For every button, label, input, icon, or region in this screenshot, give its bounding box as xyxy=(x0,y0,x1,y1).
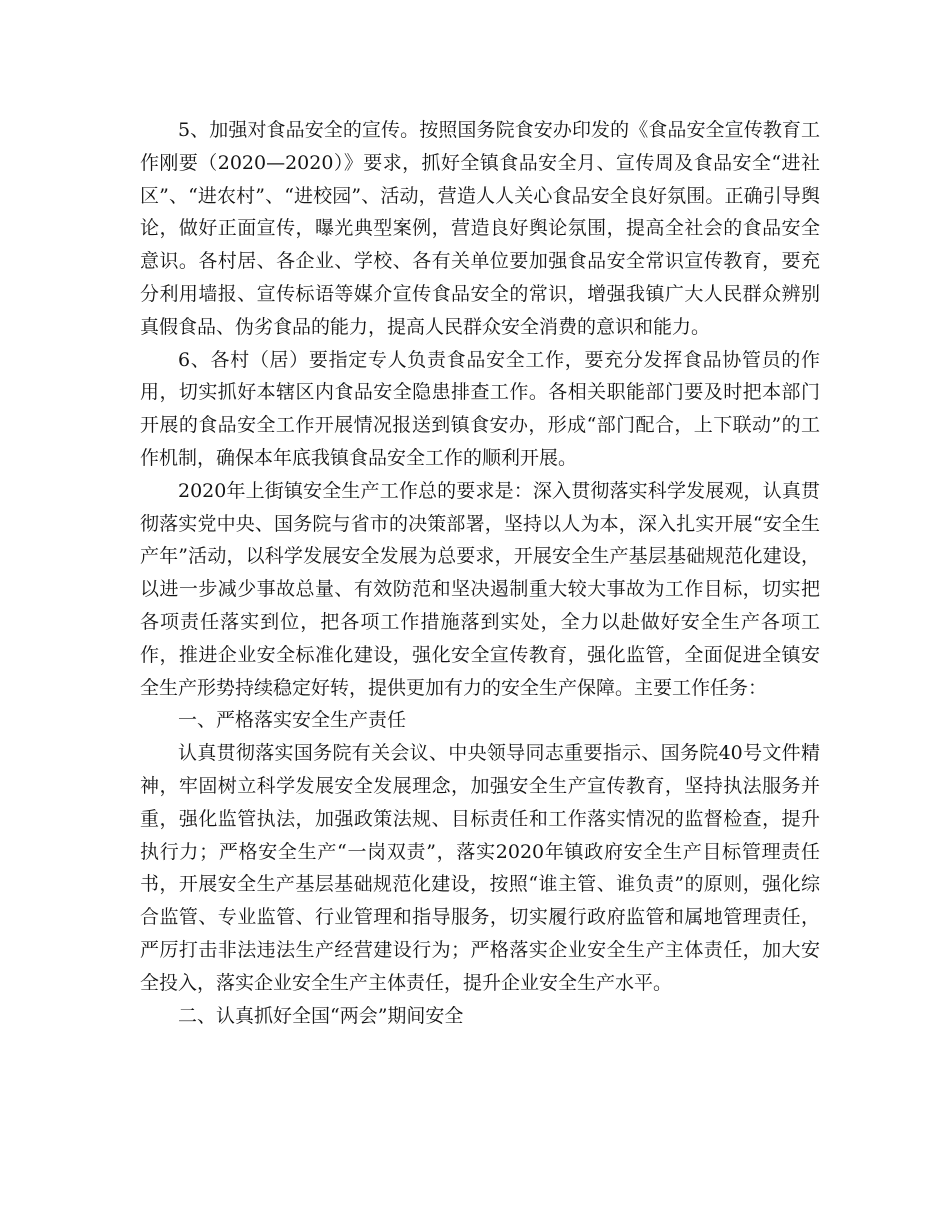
paragraph-food-safety-publicity: 5、加强对食品安全的宣传。按照国务院食安办印发的《食品安全宣传教育工作刚要（2020—2020）》要求，抓好全镇食品安全月、宣传周及食品安全“进社区”、“进农村”、“进校园”、活动，营造人人关心食品安全良好氛围。正确引导舆论，做好正面宣传，曝光典型案例，营造良好舆论氛围，提高全社会的食品安全意识。各村居、各企业、学校、各有关单位要加强食品安全常识宣传教育，要充分利用墙报、宣传标语等媒介宣传食品安全的常识，增强我镇广大人民群众辨别真假食品、伪劣食品的能力，提高人民群众安全消费的意识和能力。 xyxy=(140,119,820,338)
paragraph-responsibility-details: 认真贯彻落实国务院有关会议、中央领导同志重要指示、国务院40号文件精神，牢固树立科学发展安全发展理念，加强安全生产宣传教育，坚持执法服务并重，强化监管执法，加强政策法规、目标责任和工作落实情况的监督检查，提升执行力；严格安全生产“一岗双责”，落实2020年镇政府安全生产目标管理责任书，开展安全生产基层基础规范化建设，按照“谁主管、谁负责”的原则，强化综合监管、专业监管、行业管理和指导服务，切实履行政府监管和属地管理责任，严厉打击非法违法生产经营建设行为；严格落实企业安全生产主体责任，加大安全投入，落实企业安全生产主体责任，提升企业安全生产水平。 xyxy=(140,742,820,994)
section-heading-2: 二、认真抓好全国“两会”期间安全 xyxy=(178,1004,464,1027)
paragraph-production-safety-requirements: 2020年上街镇安全生产工作总的要求是：深入贯彻落实科学发展观，认真贯彻落实党中央、国务院与省市的决策部署，坚持以人为本，深入扎实开展“安全生产年”活动，以科学发展安全发展为总要求，开展安全生产基层基础规范化建设，以进一步减少事故总量、有效防范和坚决遏制重大较大事故为工作目标，切实把各项责任落实到位，把各项工作措施落到实处，全力以赴做好安全生产各项工作，推进企业安全标准化建设，强化安全宣传教育，强化监管，全面促进全镇安全生产形势持续稳定好转，提供更加有力的安全生产保障。主要工作任务： xyxy=(140,479,820,699)
document-body xyxy=(140,114,820,1032)
paragraph-village-responsibility: 6、各村（居）要指定专人负责食品安全工作，要充分发挥食品协管员的作用，切实抓好本辖区内食品安全隐患排查工作。各相关职能部门要及时把本部门开展的食品安全工作开展情况报送到镇食安办，形成“部门配合，上下联动”的工作机制，确保本年底我镇食品安全工作的顺利开展。 xyxy=(140,348,820,469)
section-heading-1: 一、严格落实安全生产责任 xyxy=(178,709,407,732)
